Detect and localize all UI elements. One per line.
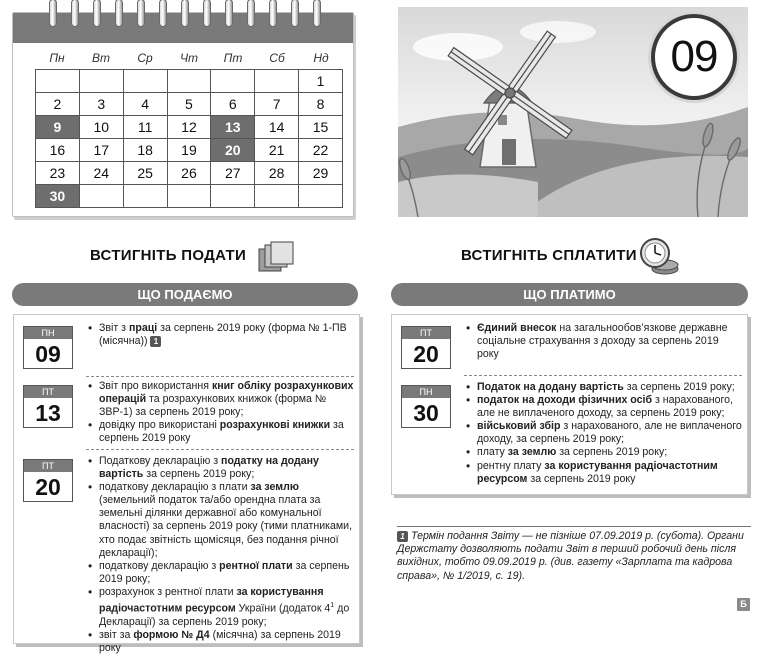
calendar-day: 30 <box>36 185 80 208</box>
page-corner-mark: Б <box>737 598 750 611</box>
weekday-label: Чт <box>179 51 199 65</box>
calendar-day: 24 <box>79 162 123 185</box>
calendar-empty-cell <box>79 70 123 93</box>
calendar-day: 7 <box>255 93 299 116</box>
calendar-day: 5 <box>167 93 211 116</box>
date-weekday: ПН <box>402 386 450 398</box>
deadline-item: • податкову декларацію з плати за землю (земельний податок та/або орендна плата за земельні ділянки державної або комунальної власності) за серпень 2019 року (тими платниками, хто подає звітність щомісяця, без подання річної декларації); <box>86 481 354 560</box>
date-day: 09 <box>35 341 61 367</box>
binder-ring <box>225 0 233 27</box>
calendar-day: 23 <box>36 162 80 185</box>
calendar-day: 20 <box>211 139 255 162</box>
binder-ring <box>71 0 79 27</box>
binder-ring <box>49 0 57 27</box>
calendar-day: 18 <box>123 139 167 162</box>
calendar-day: 26 <box>167 162 211 185</box>
submit-heading: ВСТИГНІТЬ ПОДАТИ <box>90 247 247 264</box>
calendar-day: 17 <box>79 139 123 162</box>
date-weekday: ПТ <box>24 460 72 472</box>
calendar-day: 1 <box>299 70 343 93</box>
calendar-empty-cell <box>211 70 255 93</box>
calendar-day: 15 <box>299 116 343 139</box>
pay-bar: ЩО ПЛАТИМО <box>391 283 748 306</box>
date-weekday: ПН <box>24 327 72 339</box>
binder-ring <box>203 0 211 27</box>
submit-bar: ЩО ПОДАЄМО <box>12 283 358 306</box>
date-badge <box>401 326 451 369</box>
calendar-day: 13 <box>211 116 255 139</box>
deadline-item: • Звіт з праці за серпень 2019 року (форма № 1-ПВ (місячна)) 1 <box>86 322 354 348</box>
deadline-item: • Податок на додану вартість за серпень 2019 року; <box>464 381 742 394</box>
calendar-day: 12 <box>167 116 211 139</box>
calendar-day: 25 <box>123 162 167 185</box>
calendar-day: 19 <box>167 139 211 162</box>
deadline-entries <box>464 381 742 486</box>
weekday-label: Ср <box>137 51 153 65</box>
footnote <box>397 526 751 583</box>
entry-separator <box>464 375 742 376</box>
calendar-empty-cell <box>36 70 80 93</box>
binder-ring <box>137 0 145 27</box>
date-day: 13 <box>35 400 61 426</box>
binder-ring <box>313 0 321 27</box>
clock-coins-icon <box>639 236 681 281</box>
weekday-label: Пн <box>49 51 65 65</box>
binder-rings <box>13 0 353 31</box>
calendar-day: 14 <box>255 116 299 139</box>
calendar-empty-cell <box>123 185 167 208</box>
binder-ring <box>181 0 189 27</box>
weekday-label: Вт <box>92 51 110 65</box>
calendar-day: 2 <box>36 93 80 116</box>
calendar-week <box>36 162 343 185</box>
deadline-entries <box>464 322 742 361</box>
calendar-empty-cell <box>299 185 343 208</box>
deadline-item: • Єдиний внесок на загальнообов’язкове державне соціальне страхування з доходу за серпень 2019 року <box>464 322 742 361</box>
footnote-text: Термін подання Звіту — не пізніше 07.09.2019 р. (субота). Органи Держстату дозволяють подати Звіт в перший робочий день після вихідних, тобто 09.09.2019 р. (див. газету «Зарплата та кадрова справа», № 1/2019, с. 19). <box>397 530 744 582</box>
deadline-item: • довідку про використані розрахункові книжки за серпень 2019 року <box>86 419 354 445</box>
binder-ring <box>291 0 299 27</box>
binder-ring <box>115 0 123 27</box>
weekday-label: Нд <box>313 51 329 65</box>
calendar-empty-cell <box>211 185 255 208</box>
calendar-day: 10 <box>79 116 123 139</box>
calendar-day: 6 <box>211 93 255 116</box>
date-badge <box>23 459 73 502</box>
month-calendar <box>12 12 354 217</box>
submit-panel <box>13 314 360 654</box>
binder-ring <box>159 0 167 27</box>
calendar-day: 28 <box>255 162 299 185</box>
deadline-item: • розрахунок з рентної плати за користування радіочастотним ресурсом України (додаток $4^1$ до Декларації) за серпень 2019 року; <box>86 586 354 629</box>
entry-separator <box>86 449 354 450</box>
calendar-week <box>36 139 343 162</box>
calendar-day: 8 <box>299 93 343 116</box>
deadline-item: • військовий збір з нарахованого, але не виплаченого доходу, за серпень 2019 року; <box>464 420 742 446</box>
weekday-header <box>35 51 343 65</box>
pay-panel <box>391 314 748 495</box>
date-day: 20 <box>413 341 439 367</box>
calendar-empty-cell <box>255 70 299 93</box>
calendar-week <box>36 70 343 93</box>
calendar-empty-cell <box>167 185 211 208</box>
calendar-empty-cell <box>167 70 211 93</box>
footnote-ref: 1 <box>150 336 161 347</box>
calendar-day: 11 <box>123 116 167 139</box>
calendar-day: 21 <box>255 139 299 162</box>
binder-ring <box>247 0 255 27</box>
calendar-empty-cell <box>255 185 299 208</box>
deadline-entries <box>86 455 354 655</box>
calendar-day: 16 <box>36 139 80 162</box>
date-badge <box>23 326 73 369</box>
deadline-item: • Податкову декларацію з податку на додану вартість за серпень 2019 року; <box>86 455 354 481</box>
date-weekday: ПТ <box>402 327 450 339</box>
month-number-badge: 09 <box>651 14 737 100</box>
calendar-week <box>36 185 343 208</box>
binder-ring <box>269 0 277 27</box>
calendar-day: 22 <box>299 139 343 162</box>
calendar-empty-cell <box>123 70 167 93</box>
date-weekday: ПТ <box>24 386 72 398</box>
calendar-day: 27 <box>211 162 255 185</box>
calendar-week <box>36 116 343 139</box>
folders-icon <box>257 241 295 278</box>
deadline-entries <box>86 380 354 445</box>
calendar-day: 29 <box>299 162 343 185</box>
date-badge <box>23 385 73 428</box>
deadline-entries <box>86 322 354 348</box>
deadline-item: • рентну плату за користування радіочастотним ресурсом за серпень 2019 року <box>464 460 742 486</box>
deadline-item: • звіт за формою № Д4 (місячна) за серпень 2019 року <box>86 629 354 655</box>
deadline-item: • податкову декларацію з рентної плати за серпень 2019 року; <box>86 560 354 586</box>
date-day: 20 <box>35 474 61 500</box>
binder-ring <box>93 0 101 27</box>
date-badge <box>401 385 451 428</box>
date-day: 30 <box>413 400 439 426</box>
deadline-item: • Звіт про використання книг обліку розрахункових операцій та розрахункових книжок (форма № ЗВР-1) за серпень 2019 року; <box>86 380 354 419</box>
deadline-item: • податок на доходи фізичних осіб з нарахованого, але не виплаченого доходу, за серпень 2019 року; <box>464 394 742 420</box>
calendar-day: 3 <box>79 93 123 116</box>
weekday-label: Сб <box>269 51 285 65</box>
entry-separator <box>86 376 354 377</box>
deadline-item: • плату за землю за серпень 2019 року; <box>464 446 742 459</box>
calendar-day: 4 <box>123 93 167 116</box>
calendar-grid <box>35 69 343 208</box>
footnote-mark: 1 <box>397 531 408 542</box>
calendar-day: 9 <box>36 116 80 139</box>
weekday-label: Пт <box>223 51 243 65</box>
pay-heading: ВСТИГНІТЬ СПЛАТИТИ <box>461 247 637 264</box>
calendar-empty-cell <box>79 185 123 208</box>
calendar-week <box>36 93 343 116</box>
